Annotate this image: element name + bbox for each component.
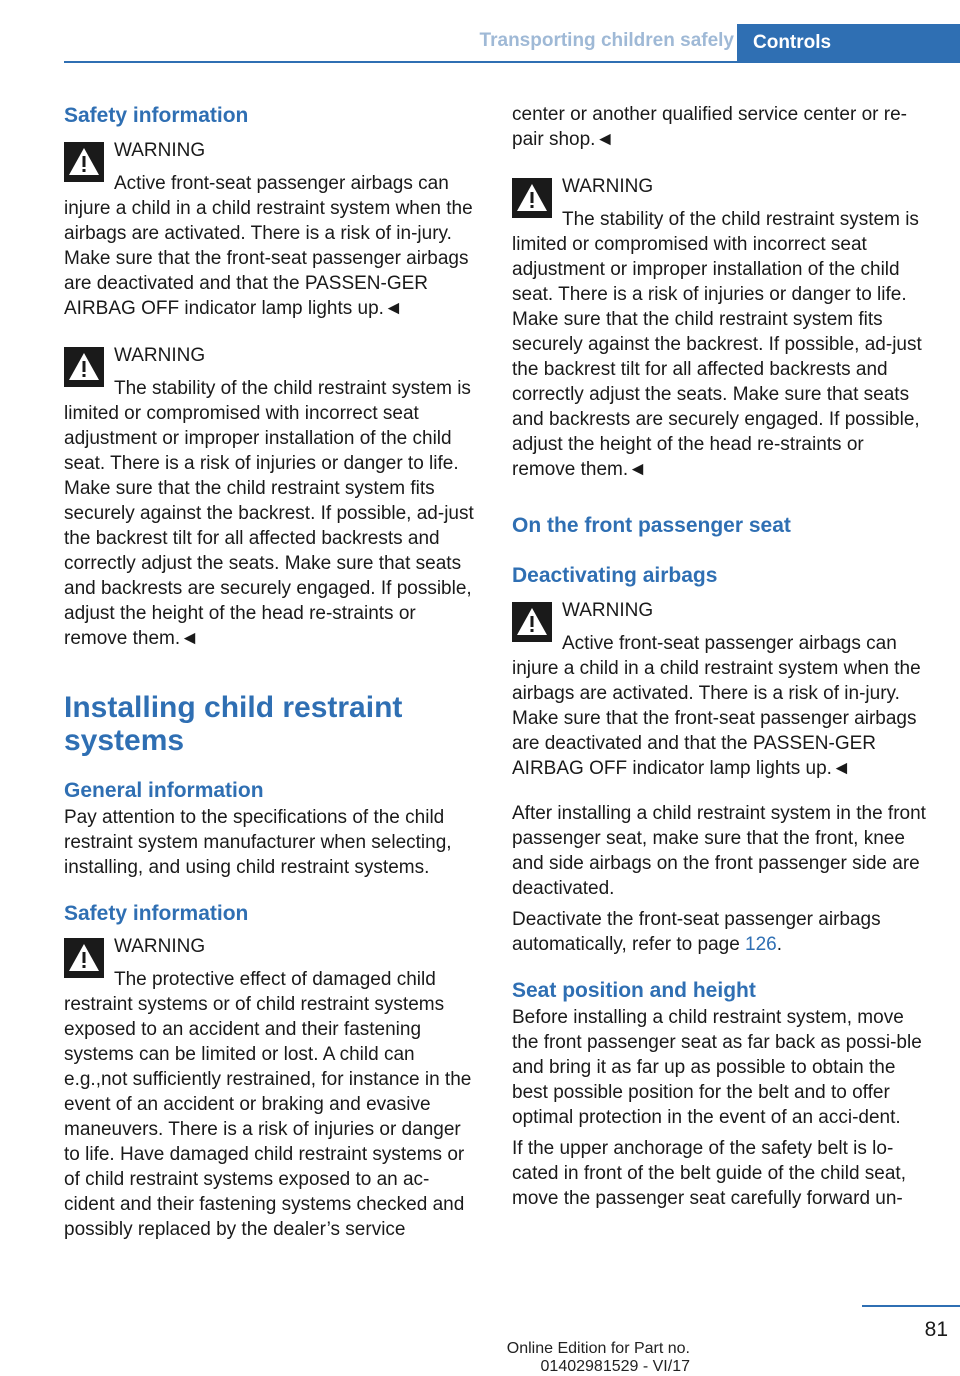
warning-title: WARNING [114,345,206,366]
safety-information-heading: Safety information [64,104,249,127]
left-column [64,102,478,1242]
general-information-heading: General information [64,779,264,802]
warning-title: WARNING [562,600,654,621]
seat-position-heading: Seat position and height [512,979,756,1002]
section-title: Transporting children safely [479,30,734,51]
seat-position-text: Before installing a child restraint system, move the front passenger seat as far back as possi-ble and bring it as far up as possible to obtain the best possible position for the belt and to offer optimal protection in the event of an acci-dent. [512,1007,922,1128]
deactivate-text-body: Deactivate the front-seat passenger airbags automatically, refer to page [512,909,881,955]
warning-triangle-icon [64,347,104,387]
edition-note: Online Edition for Part no. 01402981529 - VI/17 [506,1340,690,1375]
warning-triangle-icon [512,602,552,642]
warning-title: WARNING [114,140,206,161]
safety-information-heading-2: Safety information [64,902,249,925]
warning-block [512,174,926,482]
right-column [512,102,926,1211]
warning-text: The protective effect of damaged child restraint systems or of child restraint systems exposed to an accident and their fastening systems can be limited or lost. A child can e.g.,not sufficiently restrained, for instance in the event of an accident or braking and evasive maneuvers. There is a risk of injuries or danger to life. Have damaged child restraint systems or of child restraint systems exposed to an ac-cident and their fastening systems checked and possibly replaced by the dealer’s service [64,969,472,1240]
front-passenger-seat-heading: On the front passenger seat [512,514,791,537]
controls-tab[interactable]: Controls [737,24,960,62]
header-rule [64,61,960,63]
deactivating-airbags-heading: Deactivating airbags [512,564,718,587]
warning-title: WARNING [114,936,206,957]
warning-text: Active front-seat passenger airbags can injure a child in a child restraint system when the airbags are activated. There is a risk of in-jury. Make sure that the front-seat passenger airbags are deactivated and that the PASSEN-GER AIRBAG OFF indicator lamp lights up.◄ [512,633,921,779]
warning-block [64,934,478,1242]
deactivate-text-end: . [776,934,783,955]
page-header [0,0,960,64]
deactivate-text [512,907,926,957]
warning-title: WARNING [562,176,654,197]
page-reference-link[interactable]: 126 [745,934,777,955]
warning-triangle-icon [512,178,552,218]
warning-triangle-icon [64,142,104,182]
page-number: 81 [924,1318,948,1341]
footer-rule [862,1305,960,1307]
after-installing-text: After installing a child restraint system in the front passenger seat, make sure that the front, knee and side airbags on the front passenger side are deactivated. [512,803,926,899]
warning-block [64,343,478,651]
continued-text: center or another qualified service center or re-pair shop.◄ [512,104,907,150]
general-information-text: Pay attention to the specifications of the child restraint system manufacturer when selecting, installing, and using child restraint systems. [64,807,452,878]
warning-text: The stability of the child restraint system is limited or compromised with incorrect seat adjustment or improper installation of the child seat. There is a risk of injuries or danger to life. Make sure that the child restraint system fits securely against the backrest. If possible, ad-just the backrest tilt for all affected backrests and correctly adjust the seats. Make sure that seats and backrests are securely engaged. If possible, adjust the height of the head re-straints or remove them.◄ [512,209,922,480]
anchorage-text: If the upper anchorage of the safety belt is lo-cated in front of the belt guide of the child seat, move the passenger seat carefully forward un- [512,1138,906,1209]
warning-triangle-icon [64,938,104,978]
warning-block [64,138,478,321]
warning-text: The stability of the child restraint system is limited or compromised with incorrect seat adjustment or improper installation of the child seat. There is a risk of injuries or danger to life. Make sure that the child restraint system fits securely against the backrest. If possible, ad-just the backrest tilt for all affected backrests and correctly adjust the seats. Make sure that seats and backrests are securely engaged. If possible, adjust the height of the head re-straints or remove them.◄ [64,378,474,649]
installing-heading: Installing child restraint systems [64,691,403,757]
warning-block [512,598,926,781]
warning-text: Active front-seat passenger airbags can injure a child in a child restraint system when the airbags are activated. There is a risk of in-jury. Make sure that the front-seat passenger airbags are deactivated and that the PASSEN-GER AIRBAG OFF indicator lamp lights up.◄ [64,173,473,319]
